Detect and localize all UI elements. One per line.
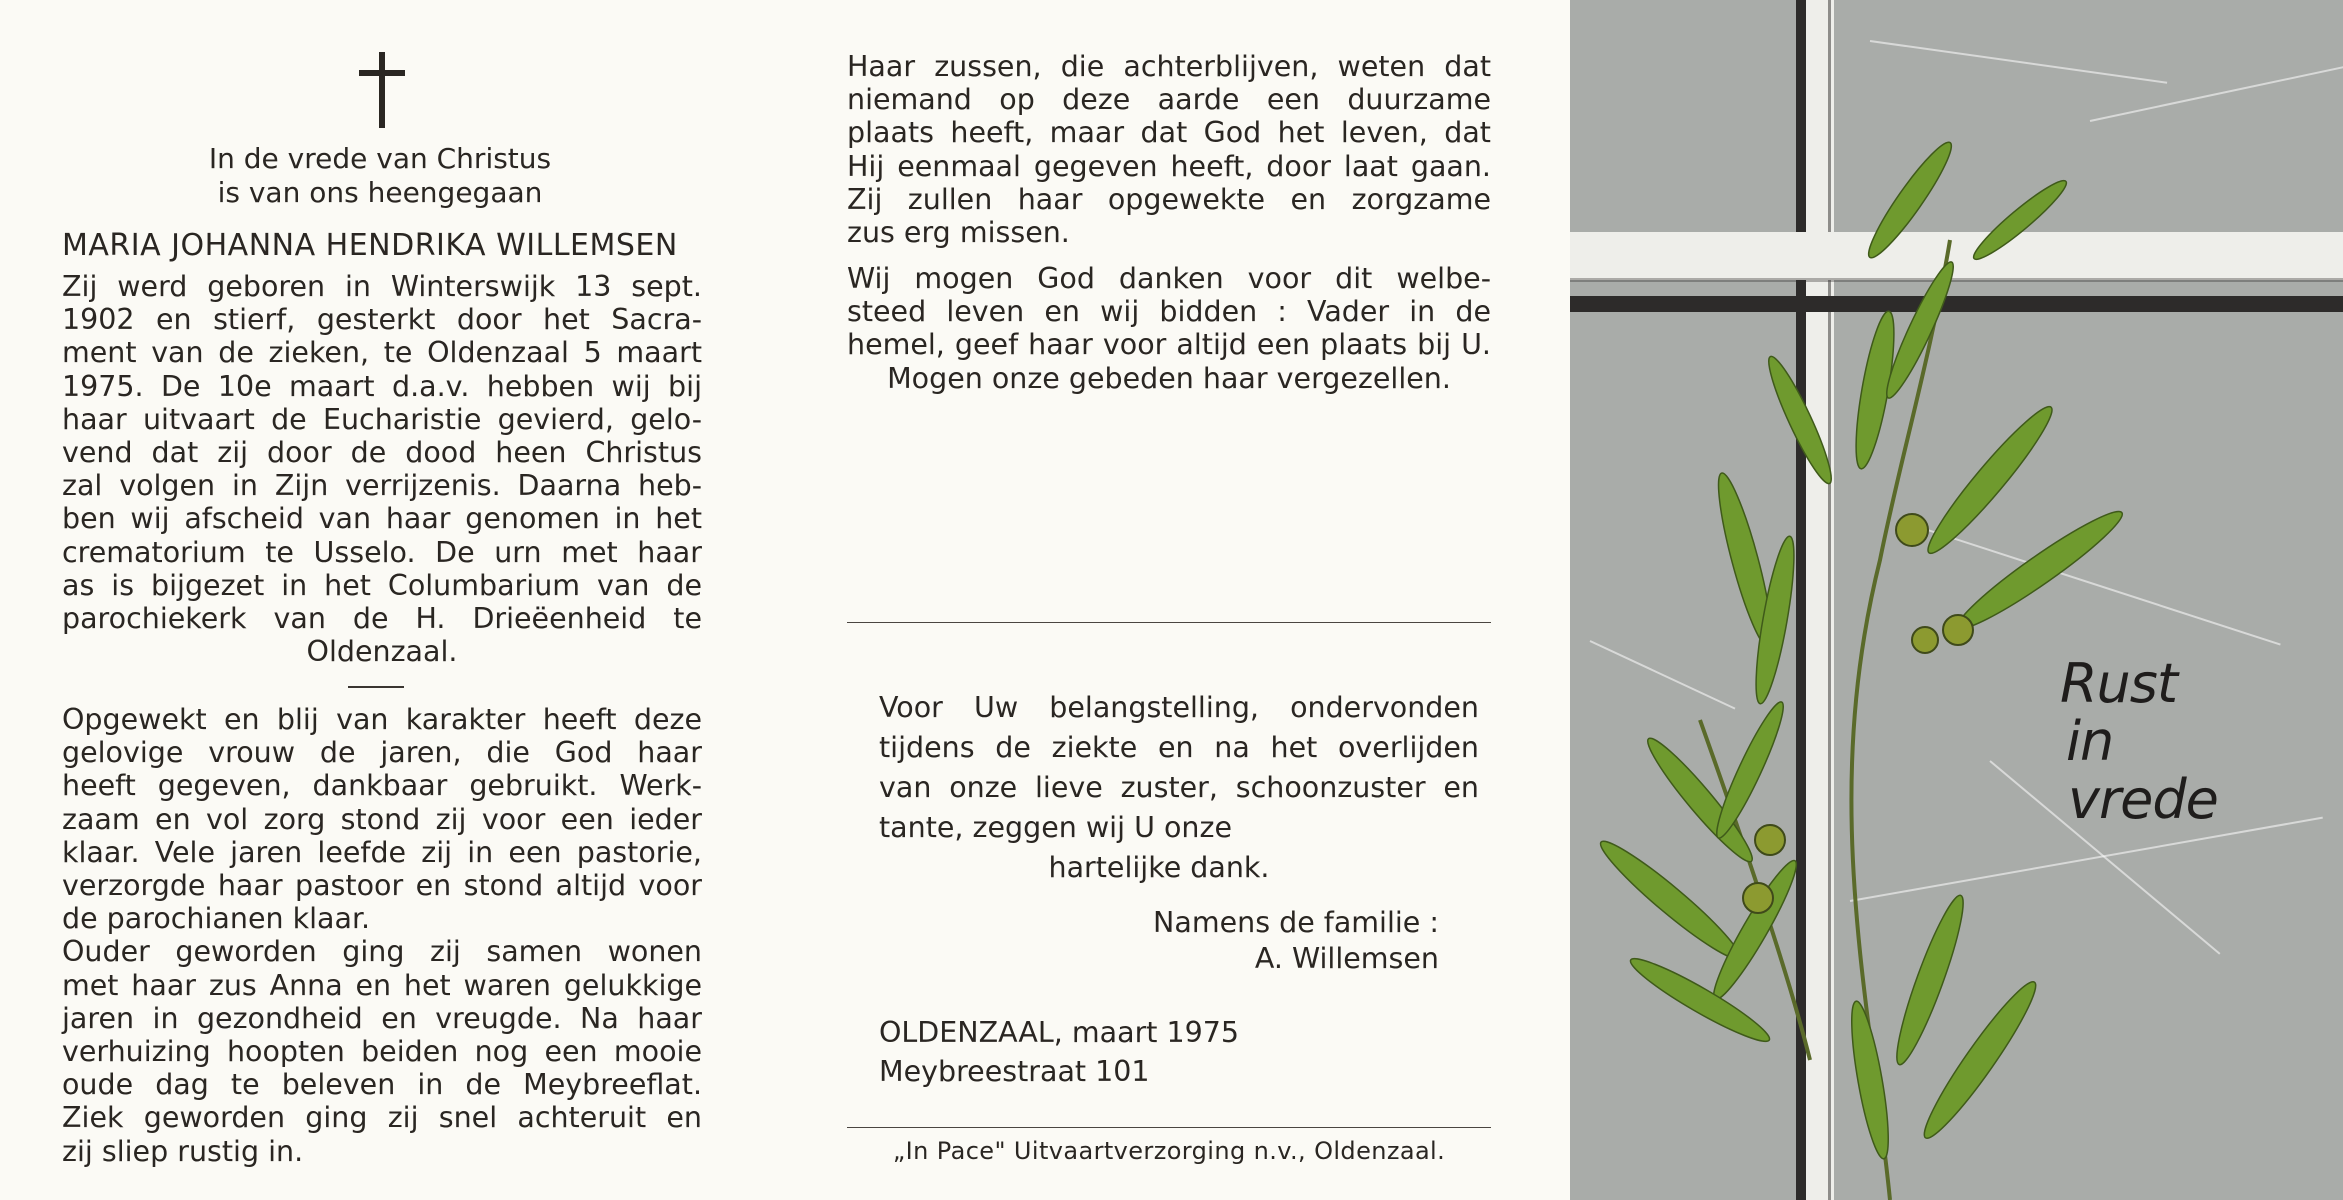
bio-line: Oldenzaal.: [306, 635, 458, 669]
character-line: Ouder geworden ging zij samen wonen: [62, 935, 702, 969]
sisters-line: plaats heeft, maar dat God het leven, dat: [847, 116, 1491, 150]
sisters-line: Hij eenmaal gegeven heeft, door laat gaan.: [847, 149, 1491, 183]
sisters-text: [847, 50, 1491, 249]
intro-line-2: is van ons heengegaan: [217, 176, 543, 209]
gratitude-line: Voor Uw belangstelling, ondervonden: [879, 691, 1479, 724]
intro-line-1: In de vrede van Christus: [208, 142, 552, 175]
character-line: jaren in gezondheid en vreugde. Na haar: [62, 1001, 702, 1035]
place-date: OLDENZAAL, maart 1975: [879, 1016, 1240, 1049]
sisters-line: niemand op deze aarde een duurzame: [847, 83, 1491, 117]
intro-text: [60, 142, 700, 210]
thanks-line: steed leven en wij bidden : Vader in de: [847, 295, 1491, 329]
bio-line: 1975. De 10e maart d.a.v. hebben wij bij: [62, 369, 702, 403]
namens-label: Namens de familie :: [1153, 906, 1439, 939]
character-line: klaar. Vele jaren leefde zij in een pastorie,: [62, 835, 702, 869]
gratitude-line: tante, zeggen wij U onze: [879, 811, 1232, 844]
character-line: gelovige vrouw de jaren, die God haar: [62, 736, 702, 770]
sisters-line: Haar zussen, die achterblijven, weten dat: [847, 50, 1491, 83]
motto-line: in: [2066, 710, 2114, 773]
sisters-line: zus erg missen.: [847, 216, 1070, 250]
signatory: A. Willemsen: [1254, 942, 1439, 975]
bio-line: as is bijgezet in het Columbarium van de: [62, 568, 702, 602]
character-line: zij sliep rustig in.: [62, 1134, 304, 1168]
bio-line: ben wij afscheid van haar genomen in het: [62, 502, 702, 536]
thanks-text: [847, 262, 1491, 395]
bio-line: vend dat zij door de dood heen Christus: [62, 436, 702, 470]
character-line: Ziek geworden ging zij snel achteruit en: [62, 1101, 702, 1135]
bio-line: zal volgen in Zijn verrijzenis. Daarna heb-: [62, 469, 702, 503]
bio-line: crematorium te Usselo. De urn met haar: [62, 535, 702, 569]
left-panel: [0, 0, 780, 1200]
character-line: heeft gegeven, dankbaar gebruikt. Werk-: [62, 769, 702, 803]
motto-text: [2060, 652, 2280, 831]
motto-line: Rust: [2060, 652, 2178, 715]
character-line: verhuizing hoopten beiden nog een mooie: [62, 1035, 702, 1069]
motto-line: vrede: [2068, 768, 2218, 831]
bio-line: Zij werd geboren in Winterswijk 13 sept.: [62, 270, 702, 303]
place-address: [879, 1013, 1299, 1091]
gratitude-line: tijdens de ziekte en na het overlijden: [879, 731, 1479, 764]
signature-block: [879, 905, 1439, 977]
bio-line: 1902 en stierf, gesterkt door het Sacra-: [62, 303, 702, 337]
street-address: Meybreestraat 101: [879, 1055, 1150, 1088]
deceased-name: MARIA JOHANNA HENDRIKA WILLEMSEN: [62, 228, 678, 263]
divider-line: [847, 1127, 1491, 1128]
middle-panel: [780, 0, 1570, 1200]
character-line: zaam en vol zorg stond zij voor een ieder: [62, 802, 702, 836]
thanks-line: Mogen onze gebeden haar vergezellen.: [887, 361, 1451, 395]
biography: [62, 270, 702, 668]
gratitude-text: [879, 688, 1479, 888]
cross-icon: [355, 50, 409, 130]
thanks-line: Wij mogen God danken voor dit welbe-: [847, 262, 1491, 295]
character-line: oude dag te beleven in de Meybreeflat.: [62, 1068, 702, 1102]
printer-credit: „In Pace" Uitvaartverzorging n.v., Oldenzaal.: [892, 1137, 1446, 1165]
right-panel: [1570, 0, 2343, 1200]
character-line: met haar zus Anna en het waren gelukkige: [62, 968, 702, 1002]
bio-line: parochiekerk van de H. Drieëenheid te: [62, 602, 702, 636]
gratitude-line: hartelijke dank.: [1048, 851, 1270, 884]
character-line: verzorgde haar pastoor en stond altijd voor: [62, 869, 702, 903]
divider-line: [847, 622, 1491, 623]
bio-line: ment van de zieken, te Oldenzaal 5 maart: [62, 336, 702, 370]
bio-line: haar uitvaart de Eucharistie gevierd, gelo-: [62, 402, 702, 436]
sisters-line: Zij zullen haar opgewekte en zorgzame: [847, 182, 1491, 216]
gratitude-line: van onze lieve zuster, schoonzuster en: [879, 771, 1479, 804]
separator-dash: [348, 686, 404, 688]
character-line: de parochianen klaar.: [62, 902, 371, 936]
thanks-line: hemel, geef haar voor altijd een plaats bij U.: [847, 328, 1491, 362]
character-line: Opgewekt en blij van karakter heeft deze: [62, 703, 702, 736]
character-text: [62, 703, 702, 1168]
olive-branch-icon: [1570, 0, 2343, 1200]
